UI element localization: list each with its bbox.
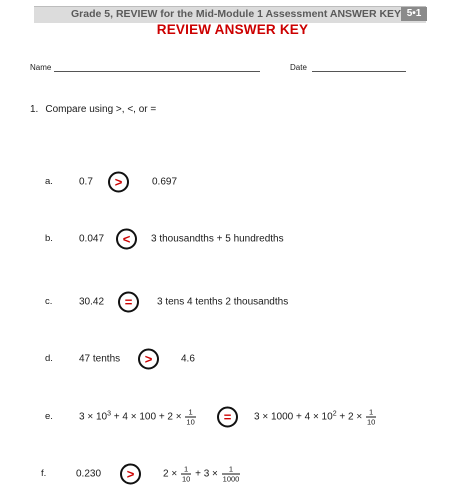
left-expression: 0.230 — [76, 468, 102, 480]
answer-circle — [120, 464, 141, 485]
module-badge: 5•1 — [401, 7, 427, 21]
name-field[interactable] — [54, 71, 260, 72]
question-prompt: Compare using >, <, or = — [45, 104, 157, 115]
item-label: e. — [45, 411, 53, 422]
item-c — [0, 289, 465, 315]
answer-circle — [118, 292, 139, 313]
right-expression: 4.6 — [181, 353, 195, 365]
left-expression: 0.047 — [79, 233, 105, 245]
fraction: $\frac{1}{10}$ — [181, 464, 191, 484]
answer-symbol: > — [126, 466, 135, 482]
fraction: $\frac{1}{10}$ — [186, 407, 195, 427]
answer-key-title: REVIEW ANSWER KEY — [156, 22, 309, 37]
right-expression: 3 tens 4 tenths 2 thousandths — [157, 296, 289, 308]
item-label: a. — [45, 176, 53, 187]
item-d — [0, 346, 465, 372]
item-f — [0, 460, 465, 488]
answer-circle — [138, 349, 159, 370]
date-field[interactable] — [312, 71, 406, 72]
item-label: d. — [45, 353, 53, 364]
item-label: c. — [45, 296, 53, 307]
right-expression: 3 thousandths + 5 hundredths — [151, 233, 284, 245]
left-expression: 0.7 — [79, 176, 93, 188]
answer-symbol: < — [122, 231, 131, 247]
item-e — [0, 403, 465, 431]
right-expression: 2 × $\frac{1}{10}$ + 3 × $\frac{1}{1000}$ — [163, 464, 240, 484]
question-1 — [30, 104, 156, 115]
item-b — [0, 226, 465, 252]
question-number: 1. — [30, 104, 39, 115]
answer-symbol: = — [223, 409, 232, 425]
answer-circle — [108, 172, 129, 193]
item-label: f. — [41, 468, 47, 479]
item-label: b. — [45, 233, 53, 244]
left-expression: $3 \times 10^3 + 4 \times 100 + 2$ × $\frac{1}{10}$ — [79, 407, 195, 427]
left-expression: 30.42 — [79, 296, 105, 308]
name-label: Name — [30, 63, 52, 72]
fraction: $\frac{1}{10}$ — [366, 407, 376, 427]
answer-symbol: > — [114, 174, 123, 190]
item-a — [0, 169, 465, 195]
right-expression: 0.697 — [152, 176, 178, 188]
answer-symbol: = — [124, 294, 133, 310]
left-expression: 47 tenths — [79, 353, 121, 365]
header-title: Grade 5, REVIEW for the Mid-Module 1 Assessment ANSWER KEY — [71, 8, 402, 20]
date-label: Date — [290, 63, 307, 72]
answer-symbol: > — [144, 351, 153, 367]
answer-circle — [217, 407, 238, 428]
fraction: $\frac{1}{1000}$ — [222, 464, 240, 484]
answer-circle — [116, 229, 137, 250]
right-expression: $3 \times 1000 + 4 \times 10^2 + 2$ × $\frac{1}{10}$ — [254, 407, 376, 427]
